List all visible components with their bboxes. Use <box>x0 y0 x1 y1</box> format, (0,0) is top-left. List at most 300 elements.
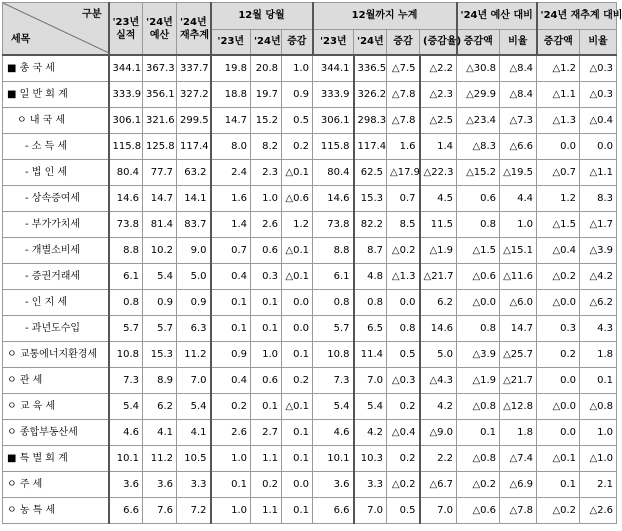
row-value: 6.1 <box>313 264 354 290</box>
row-value: 1.2 <box>537 186 580 212</box>
row-value: 6.3 <box>177 316 211 342</box>
row-value: △2.2 <box>420 55 457 82</box>
row-label: ■ 총 국 세 <box>3 55 109 82</box>
row-value: 0.8 <box>457 316 500 342</box>
row-value: 10.8 <box>313 342 354 368</box>
row-value: 8.2 <box>251 134 282 160</box>
sub-dec-23: '23년 <box>211 30 251 56</box>
row-value: 0.2 <box>282 134 313 160</box>
row-value: △7.8 <box>387 108 420 134</box>
row-value: 10.8 <box>109 342 143 368</box>
row-value: △1.3 <box>387 264 420 290</box>
row-value: 2.7 <box>251 420 282 446</box>
row-value: 0.0 <box>580 134 617 160</box>
table-row <box>3 316 617 342</box>
row-value: △2.6 <box>580 498 617 524</box>
row-label: - 법 인 세 <box>3 160 109 186</box>
row-value: 6.1 <box>109 264 143 290</box>
table-row <box>3 55 617 82</box>
row-value: △15.2 <box>457 160 500 186</box>
row-value: 1.0 <box>251 342 282 368</box>
table-row <box>3 160 617 186</box>
row-value: 0.8 <box>457 212 500 238</box>
row-value: △25.7 <box>500 342 537 368</box>
row-value: 2.6 <box>251 212 282 238</box>
row-value: 0.1 <box>282 498 313 524</box>
row-value: 2.4 <box>211 160 251 186</box>
row-value: 8.8 <box>313 238 354 264</box>
tax-revenue-table-wrapper <box>2 2 622 524</box>
row-value: △17.9 <box>387 160 420 186</box>
row-value: 83.7 <box>177 212 211 238</box>
row-value: 73.8 <box>313 212 354 238</box>
row-value: 367.3 <box>143 55 177 82</box>
row-value: 14.7 <box>143 186 177 212</box>
row-value: △0.2 <box>387 472 420 498</box>
row-value: 14.7 <box>500 316 537 342</box>
row-value: 2.3 <box>251 160 282 186</box>
row-value: 0.2 <box>387 394 420 420</box>
row-value: 0.0 <box>537 134 580 160</box>
row-value: 5.0 <box>420 342 457 368</box>
header-23-actual: '23년 실적 <box>109 3 143 56</box>
row-value: 10.1 <box>313 446 354 472</box>
row-value: 5.4 <box>177 394 211 420</box>
row-value: 0.1 <box>537 472 580 498</box>
row-value: 4.2 <box>354 420 387 446</box>
row-value: 1.2 <box>282 212 313 238</box>
sub-budget-amt: 증감액 <box>457 30 500 56</box>
row-value: △2.3 <box>420 82 457 108</box>
row-value: △0.1 <box>282 160 313 186</box>
row-value: △6.9 <box>500 472 537 498</box>
row-value: 0.2 <box>211 394 251 420</box>
row-value: △0.0 <box>537 290 580 316</box>
row-value: 5.4 <box>313 394 354 420</box>
sub-cum-24: '24년 <box>354 30 387 56</box>
row-value: △1.5 <box>457 238 500 264</box>
row-value: 0.7 <box>387 186 420 212</box>
row-value: 4.3 <box>580 316 617 342</box>
row-value: 0.0 <box>282 472 313 498</box>
row-value: △1.9 <box>457 368 500 394</box>
row-value: △0.2 <box>387 238 420 264</box>
row-value: 6.6 <box>109 498 143 524</box>
row-value: 4.4 <box>500 186 537 212</box>
row-value: 7.0 <box>420 498 457 524</box>
table-row <box>3 498 617 524</box>
row-value: △1.1 <box>537 82 580 108</box>
row-value: 1.6 <box>387 134 420 160</box>
row-value: 80.4 <box>109 160 143 186</box>
row-value: 4.6 <box>109 420 143 446</box>
sub-rest-ratio: 비율 <box>580 30 617 56</box>
row-value: 2.1 <box>580 472 617 498</box>
row-value: 0.9 <box>211 342 251 368</box>
row-label: - 과년도수입 <box>3 316 109 342</box>
row-value: △7.3 <box>500 108 537 134</box>
row-value: 117.4 <box>177 134 211 160</box>
row-value: 14.7 <box>211 108 251 134</box>
row-label: - 소 득 세 <box>3 134 109 160</box>
row-value: 11.2 <box>177 342 211 368</box>
row-value: 1.1 <box>251 498 282 524</box>
row-value: 14.6 <box>420 316 457 342</box>
row-value: △2.5 <box>420 108 457 134</box>
row-value: 344.1 <box>313 55 354 82</box>
row-value: △21.7 <box>420 264 457 290</box>
row-value: 115.8 <box>313 134 354 160</box>
table-row <box>3 446 617 472</box>
row-value: 0.5 <box>282 108 313 134</box>
row-value: 8.5 <box>387 212 420 238</box>
row-value: 4.6 <box>313 420 354 446</box>
row-value: 337.7 <box>177 55 211 82</box>
table-row <box>3 212 617 238</box>
row-value: △0.1 <box>282 264 313 290</box>
row-value: 8.0 <box>211 134 251 160</box>
row-value: 4.2 <box>420 394 457 420</box>
row-label: ㅇ 교 육 세 <box>3 394 109 420</box>
row-value: △0.1 <box>282 394 313 420</box>
row-value: 0.6 <box>251 368 282 394</box>
sub-cum-chg: 증감 <box>387 30 420 56</box>
row-value: △1.1 <box>580 160 617 186</box>
row-value: △1.9 <box>420 238 457 264</box>
row-value: 8.9 <box>143 368 177 394</box>
row-value: 0.5 <box>387 342 420 368</box>
row-label: ■ 특 별 회 계 <box>3 446 109 472</box>
sub-cum-chg-rate: (증감율) <box>420 30 457 56</box>
row-value: 7.0 <box>354 498 387 524</box>
row-value: 1.0 <box>580 420 617 446</box>
row-value: 0.2 <box>387 446 420 472</box>
row-value: △6.0 <box>500 290 537 316</box>
row-value: 5.4 <box>143 264 177 290</box>
table-body <box>3 55 617 524</box>
row-value: 9.0 <box>177 238 211 264</box>
row-value: 15.3 <box>143 342 177 368</box>
row-value: 81.4 <box>143 212 177 238</box>
row-value: 7.6 <box>143 498 177 524</box>
row-value: 2.6 <box>211 420 251 446</box>
sub-dec-24: '24년 <box>251 30 282 56</box>
row-value: 0.1 <box>282 446 313 472</box>
row-value: 11.5 <box>420 212 457 238</box>
row-value: 1.4 <box>420 134 457 160</box>
row-value: 5.4 <box>109 394 143 420</box>
row-value: 0.1 <box>251 316 282 342</box>
row-value: △0.8 <box>457 394 500 420</box>
row-value: △0.8 <box>580 394 617 420</box>
row-value: 3.3 <box>354 472 387 498</box>
row-value: △1.5 <box>537 212 580 238</box>
row-value: 0.8 <box>109 290 143 316</box>
row-value: 73.8 <box>109 212 143 238</box>
row-value: 0.1 <box>282 420 313 446</box>
row-value: 0.9 <box>177 290 211 316</box>
row-value: 5.7 <box>109 316 143 342</box>
row-value: △7.8 <box>387 82 420 108</box>
row-value: 5.0 <box>177 264 211 290</box>
row-value: △0.4 <box>387 420 420 446</box>
row-value: 125.8 <box>143 134 177 160</box>
header-semok: 세목 <box>11 34 31 45</box>
row-value: △11.6 <box>500 264 537 290</box>
row-value: 1.0 <box>500 212 537 238</box>
row-value: 0.1 <box>580 368 617 394</box>
row-value: 6.2 <box>143 394 177 420</box>
row-value: 18.8 <box>211 82 251 108</box>
row-value: △0.3 <box>580 55 617 82</box>
row-value: △0.1 <box>537 446 580 472</box>
row-value: △0.4 <box>537 238 580 264</box>
row-value: △0.0 <box>457 290 500 316</box>
row-value: △29.9 <box>457 82 500 108</box>
row-value: 356.1 <box>143 82 177 108</box>
row-value: 327.2 <box>177 82 211 108</box>
row-value: 321.6 <box>143 108 177 134</box>
row-value: 0.9 <box>282 82 313 108</box>
row-value: △6.6 <box>500 134 537 160</box>
row-value: △9.0 <box>420 420 457 446</box>
row-label: - 인 지 세 <box>3 290 109 316</box>
row-label: ㅇ 농 특 세 <box>3 498 109 524</box>
row-value: 7.0 <box>354 368 387 394</box>
row-value: △30.8 <box>457 55 500 82</box>
table-row <box>3 290 617 316</box>
row-value: 82.2 <box>354 212 387 238</box>
table-row <box>3 238 617 264</box>
header-diagonal-cell <box>3 3 109 56</box>
table-row <box>3 342 617 368</box>
row-value: 336.5 <box>354 55 387 82</box>
row-value: △0.3 <box>387 368 420 394</box>
row-value: 5.7 <box>143 316 177 342</box>
row-value: 0.1 <box>211 472 251 498</box>
header-vs-reestimate: '24년 재추계 대비 <box>537 3 617 30</box>
row-value: △4.2 <box>580 264 617 290</box>
row-value: △0.4 <box>580 108 617 134</box>
row-value: 344.1 <box>109 55 143 82</box>
row-label: - 증권거래세 <box>3 264 109 290</box>
row-value: △3.9 <box>457 342 500 368</box>
row-value: 0.5 <box>387 498 420 524</box>
header-gubun: 구분 <box>82 9 102 20</box>
row-value: 4.8 <box>354 264 387 290</box>
row-value: 10.2 <box>143 238 177 264</box>
row-value: △0.7 <box>537 160 580 186</box>
row-label: ㅇ 내 국 세 <box>3 108 109 134</box>
sub-rest-amt: 증감액 <box>537 30 580 56</box>
row-value: 0.6 <box>457 186 500 212</box>
row-value: 298.3 <box>354 108 387 134</box>
row-value: 15.2 <box>251 108 282 134</box>
row-value: 7.3 <box>109 368 143 394</box>
row-value: 0.1 <box>251 290 282 316</box>
sub-budget-ratio: 비율 <box>500 30 537 56</box>
row-value: 1.6 <box>211 186 251 212</box>
row-value: 1.0 <box>251 186 282 212</box>
row-label: ㅇ 주 세 <box>3 472 109 498</box>
row-value: 6.6 <box>313 498 354 524</box>
row-value: △1.3 <box>537 108 580 134</box>
row-value: △0.6 <box>282 186 313 212</box>
row-value: △15.1 <box>500 238 537 264</box>
row-value: 1.0 <box>211 498 251 524</box>
row-value: 299.5 <box>177 108 211 134</box>
row-value: 3.3 <box>177 472 211 498</box>
row-value: △6.2 <box>580 290 617 316</box>
table-row <box>3 368 617 394</box>
row-value: △1.0 <box>580 446 617 472</box>
table-row <box>3 394 617 420</box>
row-value: 8.8 <box>109 238 143 264</box>
row-value: 11.4 <box>354 342 387 368</box>
row-value: △3.9 <box>580 238 617 264</box>
row-value: △1.2 <box>537 55 580 82</box>
row-value: 0.1 <box>211 290 251 316</box>
table-row <box>3 472 617 498</box>
row-value: 19.8 <box>211 55 251 82</box>
row-value: 306.1 <box>313 108 354 134</box>
row-value: △1.7 <box>580 212 617 238</box>
table-row <box>3 420 617 446</box>
row-value: 7.2 <box>177 498 211 524</box>
row-value: 14.1 <box>177 186 211 212</box>
row-value: 77.7 <box>143 160 177 186</box>
row-value: 326.2 <box>354 82 387 108</box>
row-value: 0.8 <box>354 290 387 316</box>
row-value: 0.1 <box>251 394 282 420</box>
row-value: 11.2 <box>143 446 177 472</box>
row-value: 19.7 <box>251 82 282 108</box>
row-value: 117.4 <box>354 134 387 160</box>
row-value: 0.7 <box>211 238 251 264</box>
row-value: 1.0 <box>211 446 251 472</box>
table-row <box>3 82 617 108</box>
row-value: 8.7 <box>354 238 387 264</box>
row-value: 0.4 <box>211 264 251 290</box>
row-value: 6.5 <box>354 316 387 342</box>
row-value: △8.4 <box>500 55 537 82</box>
header-24-budget: '24년 예산 <box>143 3 177 56</box>
header-dec-cumulative: 12월까지 누계 <box>313 3 457 30</box>
row-value: △7.4 <box>500 446 537 472</box>
row-value: 14.6 <box>313 186 354 212</box>
header-vs-budget: '24년 예산 대비 <box>457 3 537 30</box>
row-label: ㅇ 종합부동산세 <box>3 420 109 446</box>
row-value: 0.3 <box>537 316 580 342</box>
row-value: 0.0 <box>282 316 313 342</box>
row-value: 0.0 <box>537 420 580 446</box>
row-value: 0.4 <box>211 368 251 394</box>
row-value: 7.0 <box>177 368 211 394</box>
table-row <box>3 134 617 160</box>
row-value: 15.3 <box>354 186 387 212</box>
row-value: 333.9 <box>109 82 143 108</box>
row-value: △0.1 <box>282 238 313 264</box>
row-value: 4.1 <box>143 420 177 446</box>
row-value: 5.7 <box>313 316 354 342</box>
table-row <box>3 186 617 212</box>
row-value: 1.8 <box>580 342 617 368</box>
row-value: 0.2 <box>282 368 313 394</box>
row-value: 1.4 <box>211 212 251 238</box>
row-value: 115.8 <box>109 134 143 160</box>
sub-cum-23: '23년 <box>313 30 354 56</box>
row-value: △22.3 <box>420 160 457 186</box>
row-value: △7.5 <box>387 55 420 82</box>
row-value: 10.5 <box>177 446 211 472</box>
row-value: 10.3 <box>354 446 387 472</box>
row-value: 0.6 <box>251 238 282 264</box>
row-value: 63.2 <box>177 160 211 186</box>
row-value: 5.4 <box>354 394 387 420</box>
row-value: 0.8 <box>313 290 354 316</box>
row-value: 0.1 <box>282 342 313 368</box>
row-value: △8.4 <box>500 82 537 108</box>
row-value: △0.8 <box>457 446 500 472</box>
row-value: 0.3 <box>251 264 282 290</box>
row-value: 14.6 <box>109 186 143 212</box>
row-value: 1.8 <box>500 420 537 446</box>
row-value: 306.1 <box>109 108 143 134</box>
row-value: 4.1 <box>177 420 211 446</box>
row-value: 3.6 <box>143 472 177 498</box>
row-value: 333.9 <box>313 82 354 108</box>
row-value: △21.7 <box>500 368 537 394</box>
row-value: 80.4 <box>313 160 354 186</box>
row-value: 4.5 <box>420 186 457 212</box>
row-value: 62.5 <box>354 160 387 186</box>
header-24-reestimate: '24년 재추계 <box>177 3 211 56</box>
row-value: △12.8 <box>500 394 537 420</box>
row-value: △0.0 <box>537 394 580 420</box>
row-value: △0.6 <box>457 264 500 290</box>
row-value: △4.3 <box>420 368 457 394</box>
row-value: 2.2 <box>420 446 457 472</box>
row-value: 0.8 <box>387 316 420 342</box>
row-value: △23.4 <box>457 108 500 134</box>
row-value: △0.2 <box>537 498 580 524</box>
row-value: △19.5 <box>500 160 537 186</box>
row-value: 0.0 <box>282 290 313 316</box>
table-header <box>3 3 622 56</box>
row-value: 8.3 <box>580 186 617 212</box>
row-label: ㅇ 관 세 <box>3 368 109 394</box>
row-value: △0.3 <box>580 82 617 108</box>
row-value: 7.3 <box>313 368 354 394</box>
row-value: 3.6 <box>109 472 143 498</box>
row-value: 1.0 <box>282 55 313 82</box>
row-value: △0.2 <box>457 472 500 498</box>
table-row <box>3 264 617 290</box>
row-value: 0.1 <box>457 420 500 446</box>
row-value: 0.0 <box>387 290 420 316</box>
sub-dec-chg: 증감 <box>282 30 313 56</box>
row-label: ㅇ 교통에너지환경세 <box>3 342 109 368</box>
row-label: - 부가가치세 <box>3 212 109 238</box>
table-row <box>3 108 617 134</box>
row-value: △0.2 <box>537 264 580 290</box>
row-value: 1.1 <box>251 446 282 472</box>
row-value: 0.0 <box>537 368 580 394</box>
row-value: 20.8 <box>251 55 282 82</box>
row-value: △7.8 <box>500 498 537 524</box>
row-value: 6.2 <box>420 290 457 316</box>
row-value: 0.2 <box>251 472 282 498</box>
